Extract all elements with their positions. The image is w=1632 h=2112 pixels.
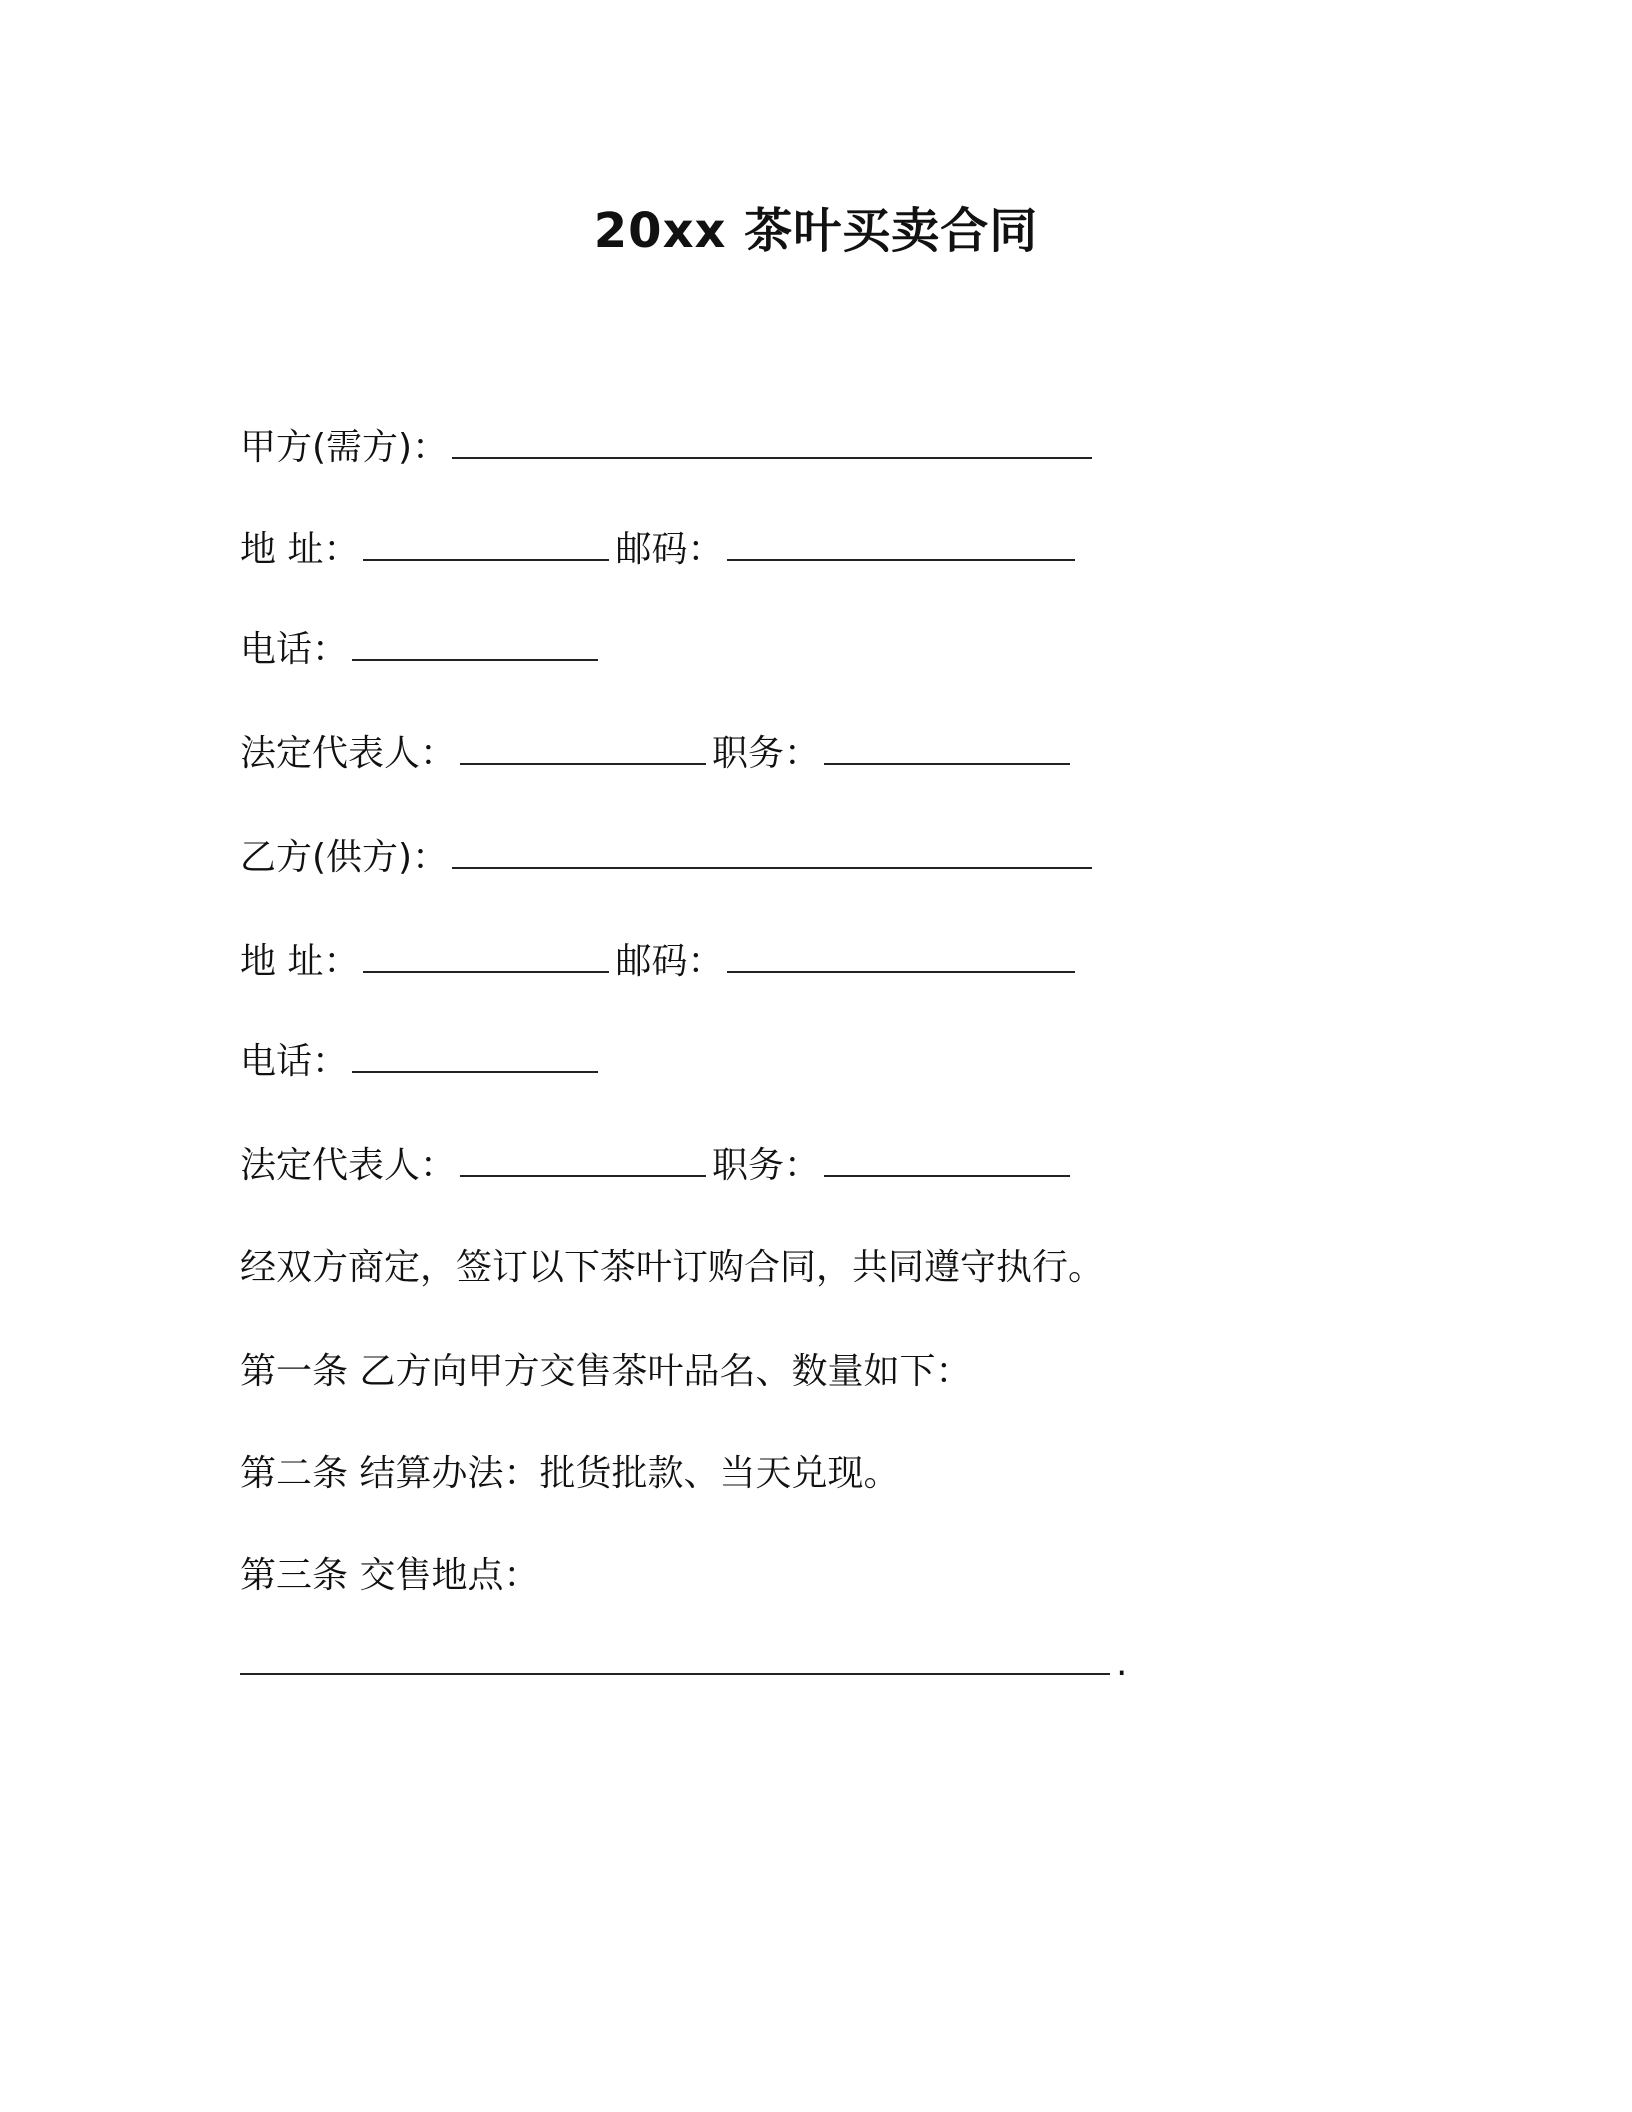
party-b-label: 乙方(供方)： xyxy=(240,837,449,878)
party-b-phone-line xyxy=(240,1038,604,1086)
party-b-postcode-blank[interactable] xyxy=(727,941,1075,973)
party-a-phone-blank[interactable] xyxy=(352,629,598,661)
party-b-postcode-label: 邮码： xyxy=(615,941,724,982)
party-a-rep-line xyxy=(240,730,1076,778)
party-a-phone-line xyxy=(240,626,604,674)
party-a-rep-blank[interactable] xyxy=(460,733,706,765)
party-a-label: 甲方(需方)： xyxy=(240,427,449,468)
party-a-address-label: 地 址： xyxy=(240,529,360,570)
delivery-location-line xyxy=(240,1640,1127,1688)
party-a-address-line xyxy=(240,526,1081,574)
party-b-address-label: 地 址： xyxy=(240,941,360,982)
article-3: 第三条 交售地点： xyxy=(240,1555,540,1596)
party-b-rep-line xyxy=(240,1142,1076,1190)
party-a-rep-label: 法定代表人： xyxy=(240,733,457,774)
party-b-rep-blank[interactable] xyxy=(460,1145,706,1177)
party-a-blank[interactable] xyxy=(452,427,1092,459)
party-b-rep-label: 法定代表人： xyxy=(240,1145,457,1186)
party-a-postcode-blank[interactable] xyxy=(727,529,1075,561)
party-a-position-blank[interactable] xyxy=(824,733,1070,765)
party-b-blank[interactable] xyxy=(452,837,1092,869)
party-a-postcode-label: 邮码： xyxy=(615,529,724,570)
party-b-phone-label: 电话： xyxy=(240,1041,349,1082)
intro-paragraph: 经双方商定，签订以下茶叶订购合同，共同遵守执行。 xyxy=(240,1247,1105,1288)
article-1: 第一条 乙方向甲方交售茶叶品名、数量如下： xyxy=(240,1351,972,1392)
party-b-phone-blank[interactable] xyxy=(352,1041,598,1073)
page-title: 20xx 茶叶买卖合同 xyxy=(593,203,1039,259)
party-b-address-line xyxy=(240,938,1081,986)
article-2: 第二条 结算办法：批货批款、当天兑现。 xyxy=(240,1453,900,1494)
delivery-location-blank[interactable] xyxy=(240,1643,1110,1675)
party-b-position-label: 职务： xyxy=(712,1145,821,1186)
party-a-address-blank[interactable] xyxy=(363,529,609,561)
party-b-position-blank[interactable] xyxy=(824,1145,1070,1177)
party-b-address-blank[interactable] xyxy=(363,941,609,973)
party-a-position-label: 职务： xyxy=(712,733,821,774)
closing-mark: . xyxy=(1116,1643,1128,1684)
party-a-line xyxy=(240,424,1098,472)
party-b-line xyxy=(240,834,1098,882)
party-a-phone-label: 电话： xyxy=(240,629,349,670)
